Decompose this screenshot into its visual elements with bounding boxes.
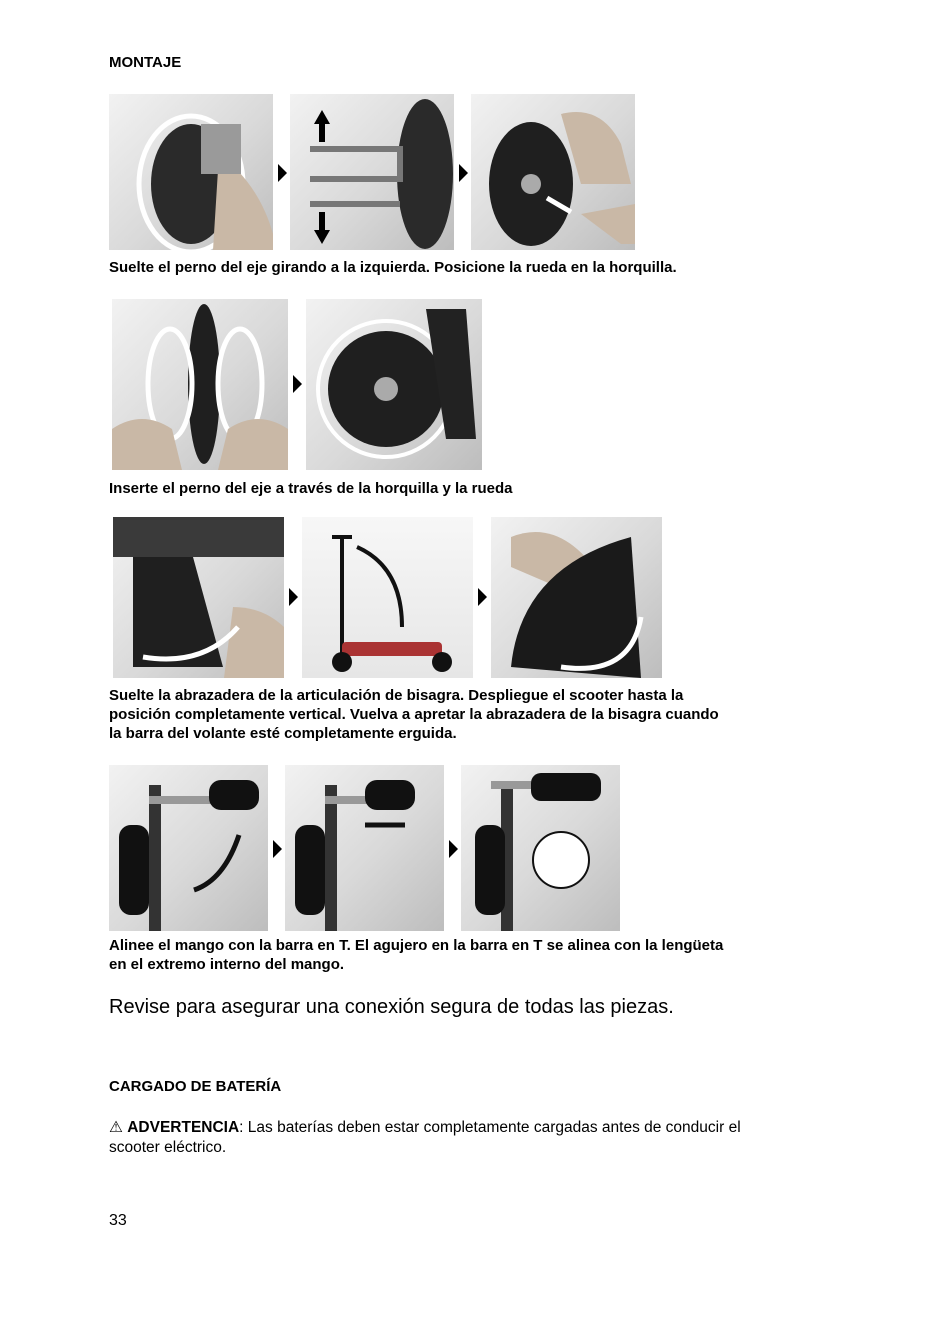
photo-hinge-clamp bbox=[113, 517, 284, 678]
step-caption-block bbox=[109, 686, 829, 743]
step-caption-line: la barra del volante esté completamente erguida. bbox=[109, 725, 457, 742]
photo-clamp-tighten bbox=[491, 517, 662, 678]
step-caption-line: Suelte la abrazadera de la articulación de bisagra. Despliegue el scooter hasta la bbox=[109, 687, 684, 704]
warning-text: : Las baterías deben estar completamente cargadas antes de conducir el bbox=[239, 1119, 741, 1136]
step-arrow-icon bbox=[293, 375, 302, 393]
step-caption-block bbox=[109, 936, 829, 974]
step-caption: Inserte el perno del eje a través de la horquilla y la rueda bbox=[109, 480, 513, 497]
warning-icon: ⚠ bbox=[109, 1119, 123, 1136]
photo-wheel-in-fork bbox=[471, 94, 635, 250]
warning-label: ADVERTENCIA bbox=[127, 1119, 240, 1136]
page-number: 33 bbox=[109, 1212, 127, 1229]
photo-handle-rotate bbox=[109, 765, 268, 931]
step-arrow-icon bbox=[449, 840, 458, 858]
photo-fork-open bbox=[290, 94, 454, 250]
photo-handle-slide bbox=[285, 765, 444, 931]
step-arrow-icon bbox=[459, 164, 468, 182]
section-title-battery: CARGADO DE BATERÍA bbox=[109, 1078, 282, 1095]
step-caption-line: en el extremo interno del mango. bbox=[109, 956, 345, 973]
photo-wheel-mounted bbox=[306, 299, 482, 470]
step-caption-line: Alinee el mango con la barra en T. El agujero en la barra en T se alinea con la lengüeta bbox=[109, 937, 724, 954]
check-note: Revise para asegurar una conexión segura de todas las piezas. bbox=[109, 996, 674, 1018]
photo-insert-bolt bbox=[112, 299, 288, 470]
step-arrow-icon bbox=[289, 588, 298, 606]
warning-line bbox=[109, 1118, 829, 1138]
step-caption: Suelte el perno del eje girando a la izquierda. Posicione la rueda en la horquilla. bbox=[109, 259, 677, 276]
photo-scooter-unfold bbox=[302, 517, 473, 678]
step-arrow-icon bbox=[278, 164, 287, 182]
step-arrow-icon bbox=[478, 588, 487, 606]
photo-handle-aligned bbox=[461, 765, 620, 931]
warning-text-continued: scooter eléctrico. bbox=[109, 1139, 227, 1156]
warning-block bbox=[109, 1118, 829, 1158]
section-title-assembly: MONTAJE bbox=[109, 54, 182, 71]
step-caption-line: posición completamente vertical. Vuelva a apretar la abrazadera de la bisagra cuando bbox=[109, 706, 719, 723]
step-arrow-icon bbox=[273, 840, 282, 858]
photo-wheel-bolt-loosen bbox=[109, 94, 273, 250]
